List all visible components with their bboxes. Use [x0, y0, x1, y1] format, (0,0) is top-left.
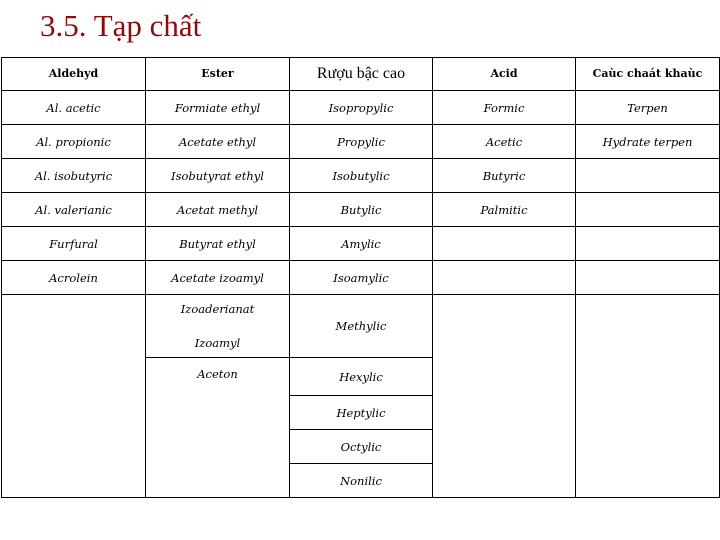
table-row — [2, 193, 720, 227]
table-cell: Butyric — [433, 159, 576, 193]
ester-aceton: Aceton — [197, 367, 238, 381]
table-cell — [576, 227, 720, 261]
table-cell: Hydrate terpen — [576, 125, 720, 159]
table-cell: Isopropylic — [290, 91, 433, 125]
empty-acid-cell — [433, 295, 576, 498]
table-cell: Terpen — [576, 91, 720, 125]
table-cell: Formiate ethyl — [146, 91, 290, 125]
table-cell — [576, 193, 720, 227]
table-cell: Hexylic — [290, 358, 433, 396]
table-row — [2, 227, 720, 261]
empty-aldehyd-cell — [2, 295, 146, 498]
table-cell: Amylic — [290, 227, 433, 261]
table-cell: Isobutyrat ethyl — [146, 159, 290, 193]
header-higher-alcohol: Rượu bậc cao — [290, 58, 433, 91]
table-row — [2, 261, 720, 295]
impurities-table — [1, 57, 720, 498]
ester-izoamyl: Izoamyl — [194, 336, 241, 350]
header-acid: Acid — [433, 58, 576, 91]
table-cell: Propylic — [290, 125, 433, 159]
ester-izoaderianat: Izoaderianat — [180, 302, 255, 316]
ester-aceton-cell — [146, 358, 290, 498]
table-row — [2, 125, 720, 159]
header-other: Caùc chaát khaùc — [576, 58, 720, 91]
table-cell: Butylic — [290, 193, 433, 227]
table-cell: Acrolein — [2, 261, 146, 295]
table-row — [2, 295, 720, 358]
header-ester: Ester — [146, 58, 290, 91]
table-cell: Acetate ethyl — [146, 125, 290, 159]
header-aldehyd: Aldehyd — [2, 58, 146, 91]
table-cell: Nonilic — [290, 464, 433, 498]
table-header-row — [2, 58, 720, 91]
table-cell: Butyrat ethyl — [146, 227, 290, 261]
slide-title: 3.5. Tạp chất — [40, 8, 202, 43]
table-row — [2, 91, 720, 125]
table-cell: Isoamylic — [290, 261, 433, 295]
table-cell: Acetat methyl — [146, 193, 290, 227]
table-cell: Heptylic — [290, 396, 433, 430]
table-cell — [433, 227, 576, 261]
table-cell: Furfural — [2, 227, 146, 261]
table-cell: Isobutylic — [290, 159, 433, 193]
empty-other-cell — [576, 295, 720, 498]
table-cell — [576, 261, 720, 295]
table-cell: Methylic — [290, 295, 433, 358]
table-cell: Al. valerianic — [2, 193, 146, 227]
table-cell — [433, 261, 576, 295]
table-row — [2, 159, 720, 193]
table-cell: Palmitic — [433, 193, 576, 227]
table-cell: Acetic — [433, 125, 576, 159]
table-cell: Al. acetic — [2, 91, 146, 125]
table-cell: Al. isobutyric — [2, 159, 146, 193]
ester-merged-cell — [146, 295, 290, 358]
table-cell: Formic — [433, 91, 576, 125]
table-cell: Al. propionic — [2, 125, 146, 159]
table-cell — [576, 159, 720, 193]
table-cell: Acetate izoamyl — [146, 261, 290, 295]
table-cell: Octylic — [290, 430, 433, 464]
